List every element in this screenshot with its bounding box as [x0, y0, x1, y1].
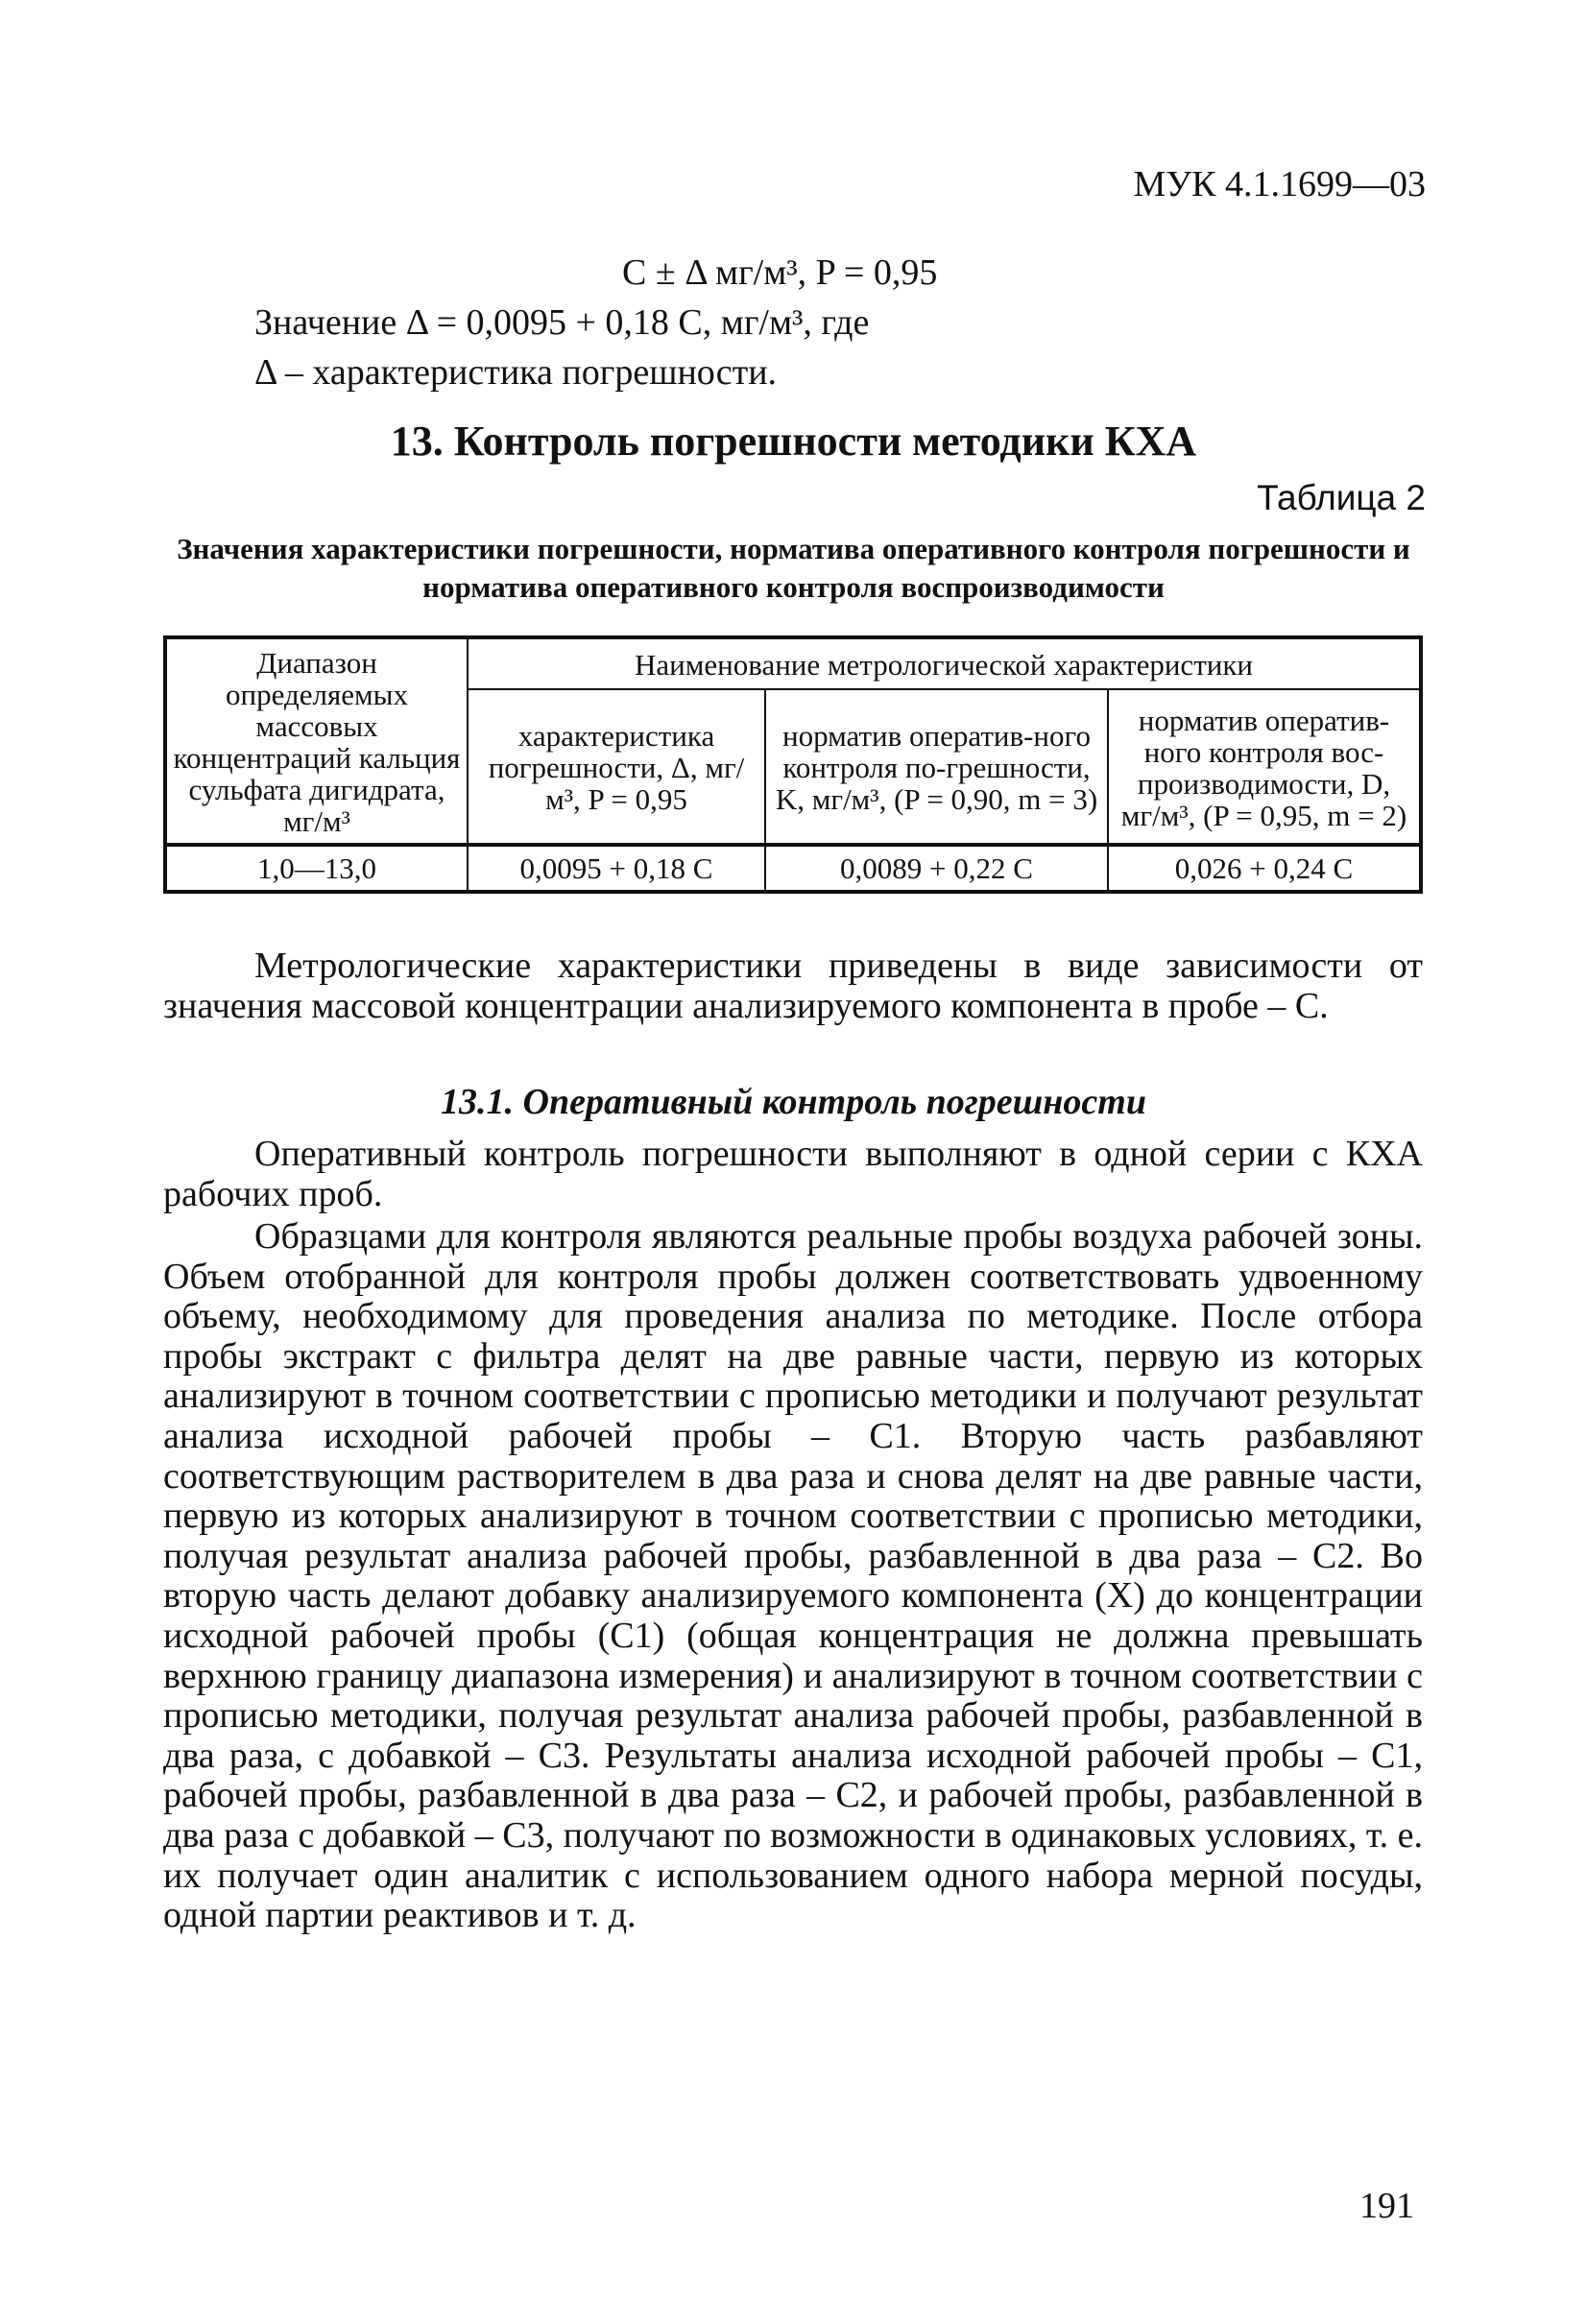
paragraph-text: Образцами для контроля являются реальные пробы воздуха рабочей зоны. Объем отобранной для контроля пробы должен соответствовать удвоенному объему, необходимому для проведения анализа по методике. После отбора пробы экстракт с фильтра делят на две равные части, первую из которых анализируют в точном соответствии с прописью методики и получают результат анализа исходной рабочей пробы – C1. Вторую часть разбавляют соответствующим растворителем в два раза и снова делят на две равные части, первую из которых анализируют в точном соответствии с прописью методики, получая результат анализа рабочей пробы, разбавленной в два раза – C2. Во вторую часть делают добавку анализируемого компонента (X) до концентрации исходной рабочей пробы (C1) (общая концентрация не должна превышать верхнюю границу диапазона измерения) и анализируют в точном соответствии с прописью методики, получая результат анализа рабочей пробы, разбавленной в два раза, с добавкой – C3. Результаты анализа исходной рабочей пробы – C1, рабочей пробы, разбавленной в два раза – C2, и рабочей пробы, разбавленной в два раза с добавкой – C3, получают по возможности в одинаковых условиях, т. е. их получает один аналитик с использованием одного набора мерной посуды, одной партии реактивов и т. д. [163, 1216, 1423, 1936]
header-error-standard: норматив оператив-ного контроля по-грешности, K, мг/м³, (P = 0,90, m = 3) [765, 689, 1108, 845]
table-row [165, 845, 1421, 892]
paragraph-metrology-note [163, 946, 1423, 1026]
cell-k: 0,0089 + 0,22 C [765, 845, 1108, 892]
paragraph-text: Оперативный контроль погрешности выполняют в одной серии с КХА рабочих проб. [163, 1134, 1423, 1214]
document-code: МУК 4.1.1699—03 [1133, 164, 1426, 204]
header-group: Наименование метрологической характеристики [468, 637, 1421, 689]
formula-result: C ± Δ мг/м³, P = 0,95 [622, 252, 938, 293]
header-reproducibility-standard: норматив оператив-ного контроля вос-производимости, D, мг/м³, (P = 0,95, m = 2) [1108, 689, 1421, 845]
subsection-title: 13.1. Оперативный контроль погрешности [441, 1082, 1146, 1122]
table-label: Таблица 2 [1257, 478, 1426, 517]
header-range: Диапазон определяемых массовых концентраций кальция сульфата дигидрата, мг/м³ [165, 637, 468, 845]
metrology-table [163, 635, 1423, 894]
cell-range: 1,0—13,0 [165, 845, 468, 892]
header-error-characteristic: характеристика погрешности, Δ, мг/м³, P = 0,95 [468, 689, 765, 845]
paragraph-operative-control [163, 1135, 1423, 1214]
paragraph-samples [163, 1217, 1423, 1936]
formula-delta-definition: Δ – характеристика погрешности. [254, 352, 778, 393]
paragraph-text: Метрологические характеристики приведены в виде зависимости от значения массовой концентрации анализируемого компонента в пробе – C. [163, 946, 1423, 1026]
table-caption: Значения характеристики погрешности, норматива оперативного контроля погрешности и норматива оперативного контроля воспроизводимости [177, 532, 1410, 604]
page-number: 191 [1359, 2186, 1414, 2226]
formula-value: Значение Δ = 0,0095 + 0,18 C, мг/м³, где [254, 302, 870, 343]
section-title: 13. Контроль погрешности методики КХА [390, 418, 1197, 465]
cell-d: 0,026 + 0,24 C [1108, 845, 1421, 892]
cell-delta: 0,0095 + 0,18 C [468, 845, 765, 892]
